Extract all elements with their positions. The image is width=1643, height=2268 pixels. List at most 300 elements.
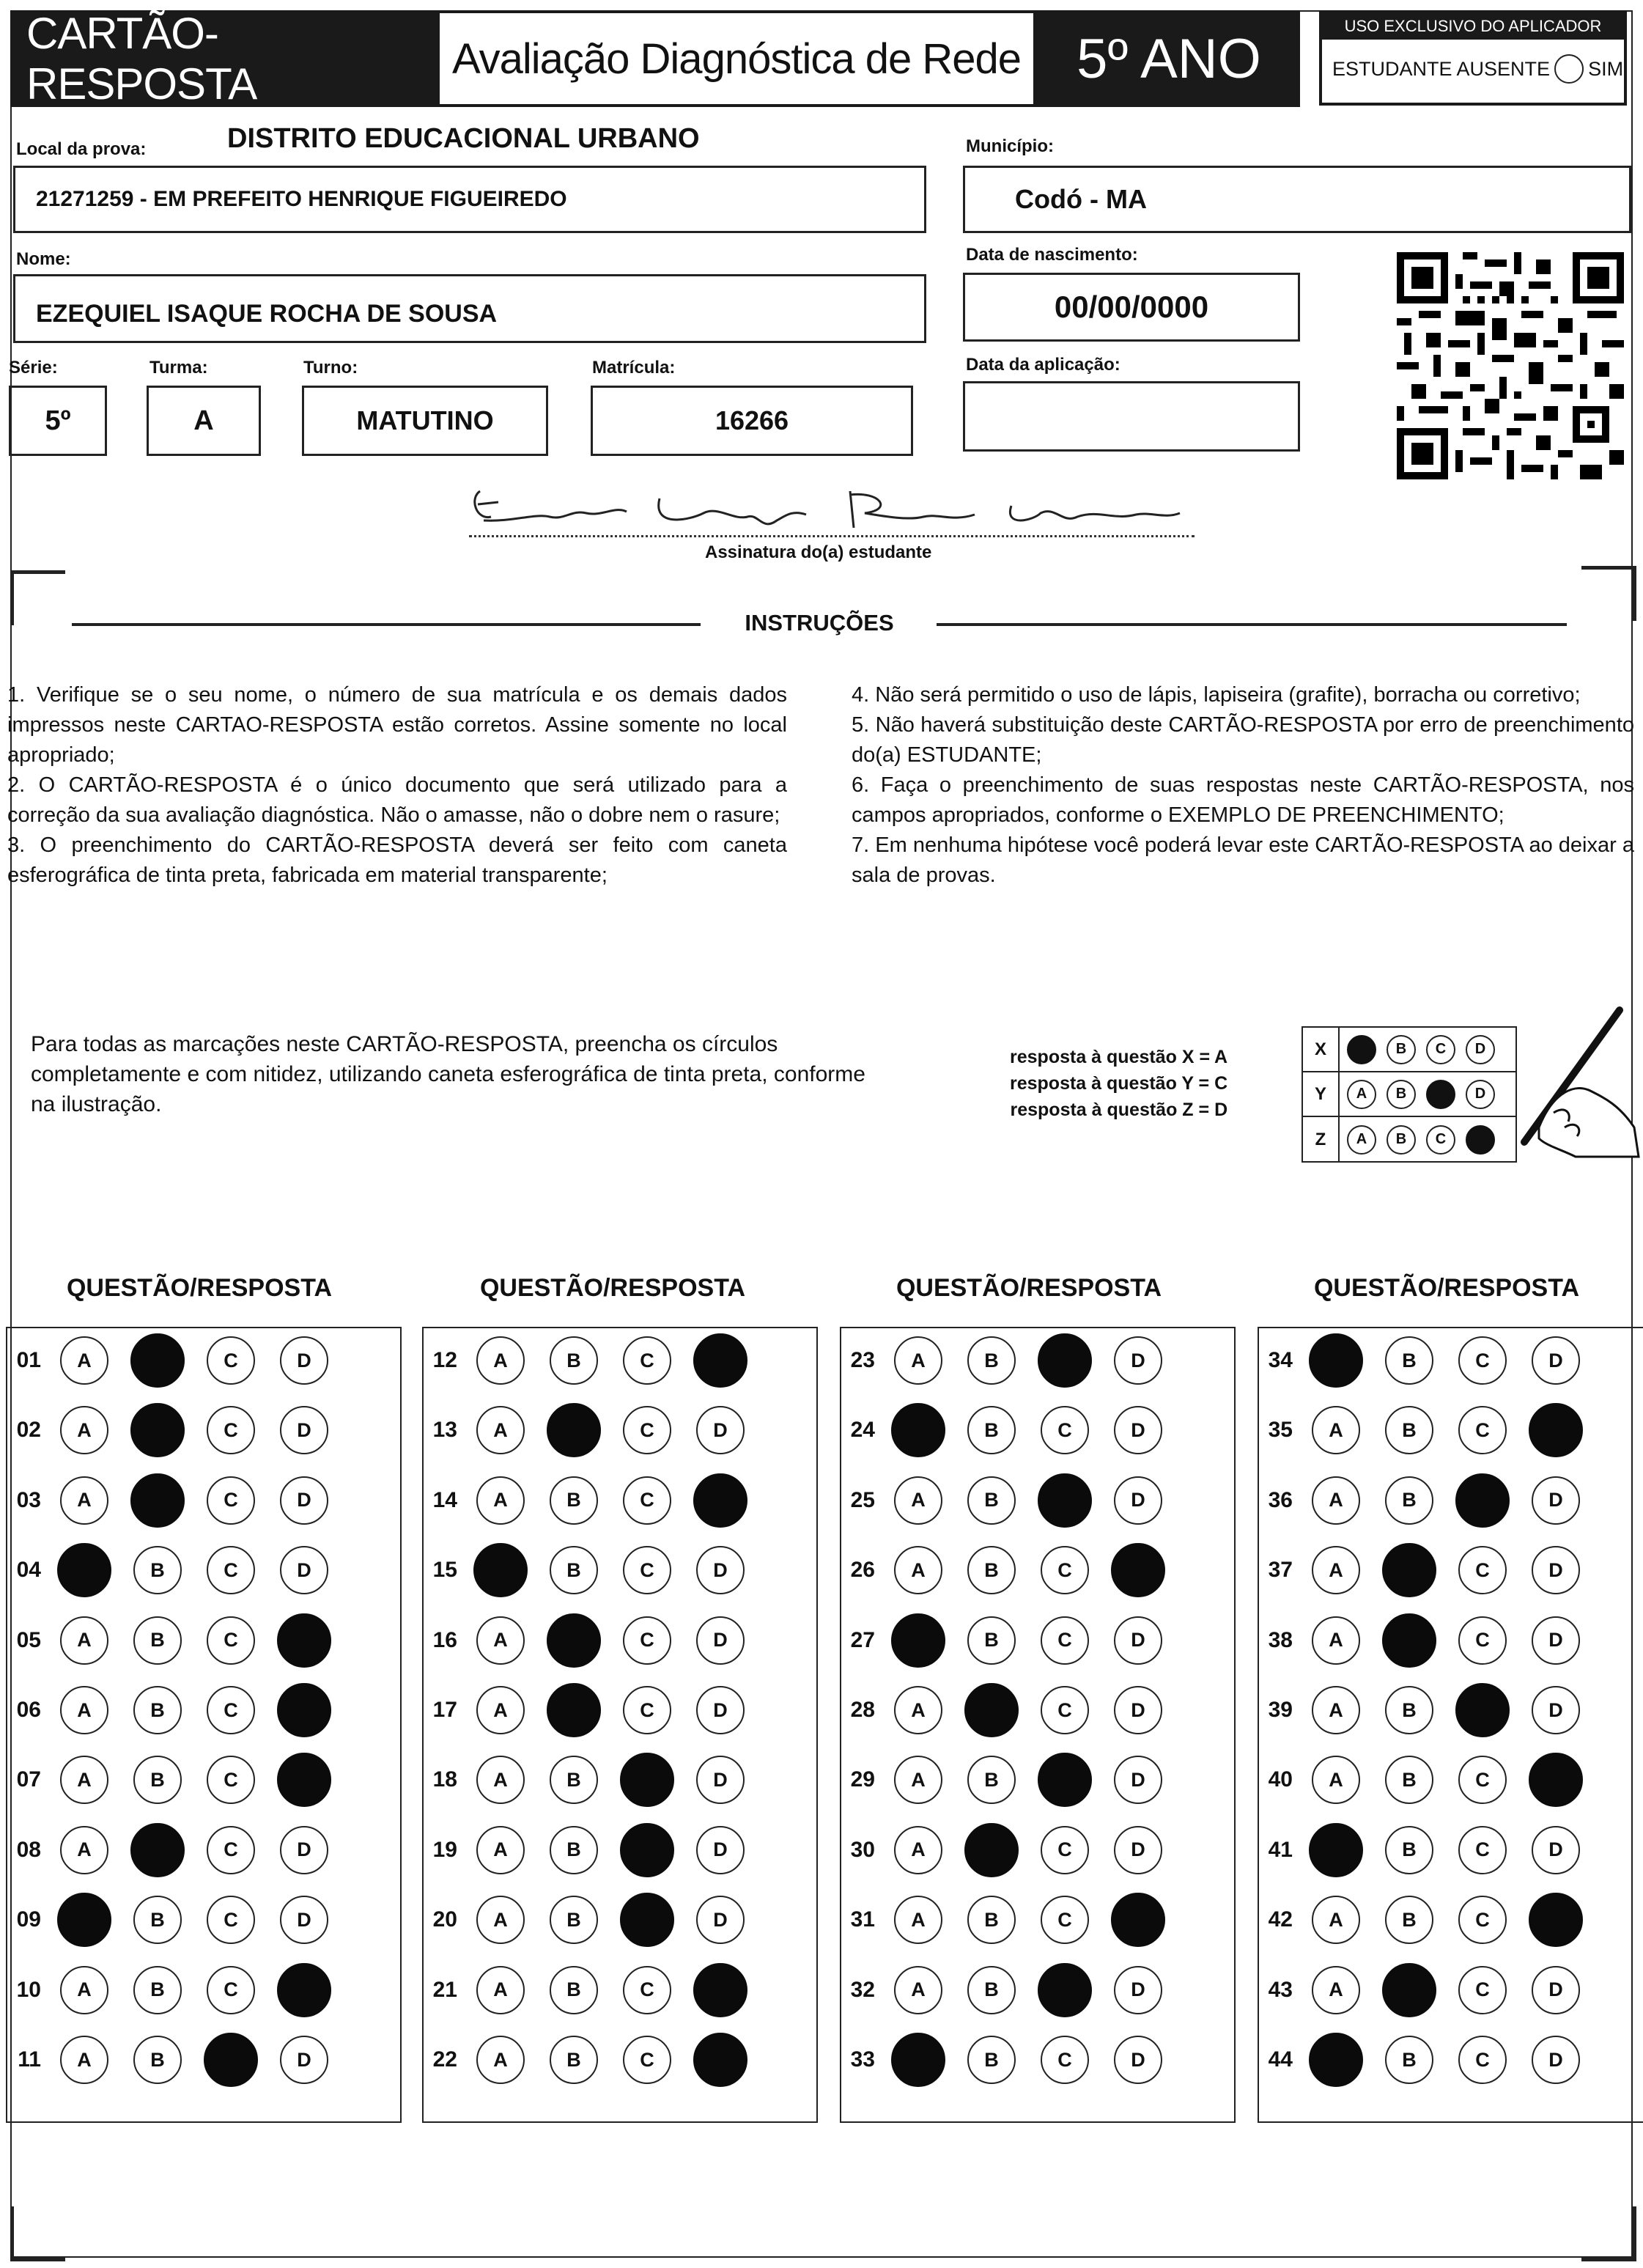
answer-bubble[interactable]: B <box>133 1966 182 2014</box>
answer-bubble[interactable]: D <box>1532 1336 1580 1385</box>
answer-bubble-filled[interactable] <box>891 1613 945 1668</box>
question-number: 24 <box>850 1418 875 1443</box>
answer-bubble[interactable]: A <box>476 1826 525 1874</box>
answer-bubble-filled[interactable] <box>1382 1963 1436 2017</box>
student-signature <box>469 476 1195 542</box>
answer-bubble[interactable]: D <box>1114 1686 1162 1734</box>
answer-bubble-filled[interactable] <box>1309 1823 1363 1877</box>
answer-bubble[interactable]: C <box>1041 1686 1089 1734</box>
answer-bubble[interactable]: A <box>60 1826 108 1874</box>
question-row <box>424 2038 816 2082</box>
answer-bubble[interactable]: C <box>1041 1896 1089 1944</box>
turma-field: A <box>147 386 261 456</box>
question-row <box>7 1898 400 1942</box>
answer-bubble[interactable]: C <box>207 1616 255 1665</box>
answer-bubble[interactable]: D <box>1114 1966 1162 2014</box>
answer-bubble[interactable]: C <box>207 1476 255 1525</box>
answer-bubble[interactable]: B <box>550 2036 598 2084</box>
answer-bubble-filled[interactable] <box>1382 1613 1436 1668</box>
answer-bubble-filled[interactable] <box>693 1963 747 2017</box>
question-row <box>424 1408 816 1452</box>
answer-bubble[interactable]: D <box>1114 2036 1162 2084</box>
question-number: 36 <box>1268 1487 1293 1512</box>
answer-bubble-filled[interactable] <box>130 1333 185 1388</box>
exam-title: Avaliação Diagnóstica de Rede <box>440 13 1033 104</box>
answer-bubble-filled[interactable] <box>1038 1753 1092 1807</box>
answer-bubble[interactable]: A <box>476 1896 525 1944</box>
question-number: 13 <box>432 1418 457 1443</box>
question-row <box>841 1339 1234 1382</box>
answer-bubble[interactable]: C <box>207 1406 255 1454</box>
instruction-item: 5. Não haverá substituição deste CARTÃO-RESPOSTA por erro de preenchimento do(a) ESTUDANTE; <box>852 713 1634 767</box>
answer-bubble[interactable]: A <box>894 1336 942 1385</box>
question-number: 41 <box>1268 1837 1293 1862</box>
example-grid <box>1302 1026 1517 1163</box>
turma-label: Turma: <box>149 358 208 378</box>
column-title: QUESTÃO/RESPOSTA <box>1313 1274 1580 1302</box>
answer-bubble-filled[interactable] <box>1529 1753 1583 1807</box>
answer-bubble-filled[interactable] <box>1529 1893 1583 1947</box>
question-number: 20 <box>432 1907 457 1932</box>
aplicacao-label: Data da aplicação: <box>966 355 1120 375</box>
answer-bubble[interactable]: C <box>623 1966 671 2014</box>
answer-bubble[interactable]: D <box>696 1756 745 1804</box>
answer-bubble[interactable]: B <box>967 1966 1016 2014</box>
answer-bubble[interactable]: C <box>207 1966 255 2014</box>
answer-bubble-filled[interactable] <box>1111 1893 1165 1947</box>
question-row <box>424 1828 816 1872</box>
local-label: Local da prova: <box>16 139 147 159</box>
answer-bubble[interactable]: C <box>207 1896 255 1944</box>
answer-bubble[interactable]: A <box>1312 1966 1360 2014</box>
question-row <box>424 1968 816 2012</box>
question-row <box>841 1758 1234 1802</box>
question-number: 23 <box>850 1348 875 1372</box>
answer-bubble[interactable]: C <box>1458 1826 1507 1874</box>
absent-label: ESTUDANTE AUSENTE <box>1332 57 1551 80</box>
answer-bubble[interactable]: D <box>696 1546 745 1594</box>
instruction-item: 6. Faça o preenchimento de suas respostas neste CARTÃO-RESPOSTA, nos campos apropriados, conforme o EXEMPLO DE PREENCHIMENTO; <box>852 773 1634 827</box>
answer-bubble[interactable]: C <box>1458 1546 1507 1594</box>
answer-bubble-filled[interactable] <box>1038 1333 1092 1388</box>
example-options <box>1340 1080 1495 1109</box>
nascimento-label: Data de nascimento: <box>966 245 1138 265</box>
question-row <box>7 1968 400 2012</box>
answer-bubble[interactable]: D <box>1114 1826 1162 1874</box>
answer-bubble[interactable]: C <box>623 2036 671 2084</box>
example-row-key: Y <box>1303 1072 1340 1116</box>
answer-bubble[interactable]: D <box>1532 1546 1580 1594</box>
answer-bubble[interactable]: D <box>1532 1476 1580 1525</box>
answer-bubble[interactable]: C <box>207 1826 255 1874</box>
answer-bubble-filled[interactable] <box>130 1403 185 1457</box>
question-row <box>1259 1619 1643 1663</box>
answer-bubble[interactable]: C <box>1458 1616 1507 1665</box>
question-row <box>424 1548 816 1592</box>
question-number: 04 <box>16 1558 41 1583</box>
answer-bubble[interactable]: D <box>696 1686 745 1734</box>
answer-bubble[interactable]: C <box>1458 2036 1507 2084</box>
answer-bubble[interactable]: B <box>967 1476 1016 1525</box>
answer-bubble[interactable]: C <box>623 1686 671 1734</box>
answer-bubble[interactable]: A <box>476 1336 525 1385</box>
answer-bubble[interactable]: C <box>1041 1406 1089 1454</box>
answer-bubble[interactable]: A <box>894 1826 942 1874</box>
answer-bubble[interactable]: A <box>476 1616 525 1665</box>
question-row <box>841 1408 1234 1452</box>
answer-bubble[interactable]: A <box>894 1686 942 1734</box>
answer-bubble[interactable]: C <box>207 1546 255 1594</box>
example-bubble: A <box>1347 1125 1376 1155</box>
answer-bubble[interactable]: A <box>60 1756 108 1804</box>
instruction-item: 1. Verifique se o seu nome, o número de sua matrícula e os demais dados impressos neste CARTAO-RESPOSTA estão corretos. Assine somente no local apropriado; <box>7 683 787 767</box>
answer-bubble-filled[interactable] <box>204 2033 258 2087</box>
answer-bubble[interactable]: B <box>133 1756 182 1804</box>
instructions-rule-left <box>72 623 701 626</box>
turno-label: Turno: <box>303 358 358 378</box>
question-number: 22 <box>432 2047 457 2072</box>
example-legend <box>1010 1044 1227 1123</box>
question-number: 18 <box>432 1767 457 1792</box>
question-number: 27 <box>850 1627 875 1652</box>
answer-bubble[interactable]: B <box>133 1896 182 1944</box>
answer-bubble[interactable]: A <box>1312 1406 1360 1454</box>
question-row <box>424 1758 816 1802</box>
answer-column <box>840 1327 1236 2123</box>
nome-label: Nome: <box>16 249 71 269</box>
answer-bubble[interactable]: C <box>1458 1966 1507 2014</box>
answer-bubble-filled[interactable] <box>1309 2033 1363 2087</box>
question-row <box>1259 1758 1643 1802</box>
applicator-label: USO EXCLUSIVO DO APLICADOR <box>1322 13 1624 40</box>
question-number: 44 <box>1268 2047 1293 2072</box>
question-number: 33 <box>850 2047 875 2072</box>
answer-bubble[interactable]: A <box>476 1686 525 1734</box>
answer-bubble-filled[interactable] <box>620 1823 674 1877</box>
example-bubble-filled <box>1466 1125 1495 1155</box>
answer-bubble[interactable]: A <box>60 1966 108 2014</box>
matricula-field: 16266 <box>591 386 913 456</box>
signature-label: Assinatura do(a) estudante <box>705 542 932 562</box>
question-row <box>424 1339 816 1382</box>
answer-bubble[interactable]: D <box>1114 1406 1162 1454</box>
answer-bubble-filled[interactable] <box>620 1893 674 1947</box>
answer-bubble[interactable]: D <box>1532 1966 1580 2014</box>
example-row <box>1303 1072 1515 1117</box>
question-row <box>424 1898 816 1942</box>
answer-bubble[interactable]: A <box>1312 1896 1360 1944</box>
answer-bubble-filled[interactable] <box>1455 1473 1510 1528</box>
question-number: 09 <box>16 1907 41 1932</box>
question-number: 39 <box>1268 1698 1293 1722</box>
answer-bubble[interactable]: B <box>133 2036 182 2084</box>
matricula-label: Matrícula: <box>592 358 676 378</box>
municipio-label: Município: <box>966 136 1054 156</box>
answer-bubble-filled[interactable] <box>1382 1543 1436 1597</box>
answer-bubble-filled[interactable] <box>547 1403 601 1457</box>
question-number: 35 <box>1268 1418 1293 1443</box>
answer-bubble[interactable]: B <box>1385 1686 1433 1734</box>
answer-bubble[interactable]: D <box>696 1616 745 1665</box>
instructions-left <box>7 680 787 891</box>
column-title: QUESTÃO/RESPOSTA <box>896 1274 1162 1302</box>
answer-bubble-filled[interactable] <box>57 1543 111 1597</box>
answer-bubble[interactable]: A <box>1312 1616 1360 1665</box>
answer-bubble[interactable]: C <box>1458 1336 1507 1385</box>
answer-bubble[interactable]: C <box>207 1756 255 1804</box>
answer-bubble[interactable]: A <box>1312 1686 1360 1734</box>
instruction-item: 3. O preenchimento do CARTÃO-RESPOSTA deverá ser feito com caneta esferográfica de tinta preta, fabricada em material transparente; <box>7 833 787 887</box>
fill-instruction-text: Para todas as marcações neste CARTÃO-RESPOSTA, preencha os círculos completamente e com nitidez, utilizando caneta esferográfica de tinta preta, conforme na ilustração. <box>31 1032 865 1116</box>
answer-bubble[interactable]: D <box>696 1896 745 1944</box>
answer-bubble[interactable]: A <box>476 1756 525 1804</box>
answer-bubble[interactable]: D <box>1114 1616 1162 1665</box>
answer-column <box>422 1327 818 2123</box>
answer-bubble[interactable]: A <box>60 1406 108 1454</box>
answer-bubble-filled[interactable] <box>130 1473 185 1528</box>
answer-bubble[interactable]: D <box>1532 1616 1580 1665</box>
answer-bubble-filled[interactable] <box>130 1823 185 1877</box>
answer-bubble[interactable]: B <box>550 1546 598 1594</box>
answer-bubble[interactable]: B <box>1385 1406 1433 1454</box>
answer-bubble-filled[interactable] <box>1309 1333 1363 1388</box>
answer-bubble[interactable]: C <box>623 1336 671 1385</box>
question-number: 21 <box>432 1977 457 2002</box>
question-row <box>1259 1898 1643 1942</box>
answer-bubble[interactable]: A <box>60 1336 108 1385</box>
instruction-item: 4. Não será permitido o uso de lápis, lapiseira (grafite), borracha ou corretivo; <box>852 683 1581 707</box>
answer-bubble[interactable]: B <box>550 1826 598 1874</box>
card-label: CARTÃO-RESPOSTA <box>26 9 257 108</box>
question-row <box>7 1828 400 1872</box>
answer-bubble[interactable]: B <box>967 1336 1016 1385</box>
question-row <box>1259 1828 1643 1872</box>
answer-bubble-filled[interactable] <box>964 1683 1019 1737</box>
answer-bubble[interactable]: C <box>623 1406 671 1454</box>
answer-bubble-filled[interactable] <box>1111 1543 1165 1597</box>
answer-bubble[interactable]: B <box>967 1756 1016 1804</box>
answer-bubble-filled[interactable] <box>547 1683 601 1737</box>
answer-bubble-filled[interactable] <box>891 2033 945 2087</box>
question-number: 15 <box>432 1558 457 1583</box>
answer-bubble-filled[interactable] <box>891 1403 945 1457</box>
nome-field: EZEQUIEL ISAQUE ROCHA DE SOUSA <box>13 274 926 343</box>
answer-bubble-filled[interactable] <box>1038 1473 1092 1528</box>
question-number: 11 <box>18 2047 41 2072</box>
example-bubble: B <box>1387 1125 1416 1155</box>
answer-bubble[interactable]: C <box>1041 1826 1089 1874</box>
answer-bubble[interactable]: A <box>476 1476 525 1525</box>
answer-bubble[interactable]: B <box>550 1966 598 2014</box>
answer-bubble[interactable]: A <box>60 1476 108 1525</box>
answer-bubble[interactable]: D <box>696 1826 745 1874</box>
question-row <box>841 1548 1234 1592</box>
example-bubble-filled <box>1347 1035 1376 1064</box>
example-row <box>1303 1028 1515 1072</box>
answer-bubble[interactable]: C <box>1041 1616 1089 1665</box>
answer-bubble-filled[interactable] <box>547 1613 601 1668</box>
question-number: 16 <box>432 1627 457 1652</box>
question-number: 26 <box>850 1558 875 1583</box>
question-row <box>841 1619 1234 1663</box>
answer-bubble[interactable]: C <box>1041 1546 1089 1594</box>
answer-bubble[interactable]: B <box>967 1546 1016 1594</box>
answer-bubble[interactable]: C <box>1458 1406 1507 1454</box>
answer-bubble[interactable]: A <box>894 1966 942 2014</box>
answer-bubble[interactable]: B <box>550 1336 598 1385</box>
answer-bubble[interactable]: A <box>476 1406 525 1454</box>
corner-mark-top-left <box>10 570 65 625</box>
question-row <box>1259 1408 1643 1452</box>
answer-bubble-filled[interactable] <box>1038 1963 1092 2017</box>
question-number: 14 <box>432 1487 457 1512</box>
turno-field: MATUTINO <box>302 386 548 456</box>
answer-bubble[interactable]: D <box>1532 2036 1580 2084</box>
answer-bubble[interactable]: D <box>280 2036 328 2084</box>
answer-bubble[interactable]: D <box>696 1406 745 1454</box>
answer-bubble[interactable]: D <box>280 1476 328 1525</box>
corner-mark-top-right <box>1581 566 1636 621</box>
answer-bubble[interactable]: B <box>550 1896 598 1944</box>
answer-bubble-filled[interactable] <box>1455 1683 1510 1737</box>
answer-bubble[interactable]: C <box>623 1476 671 1525</box>
question-row <box>841 1688 1234 1732</box>
question-number: 31 <box>850 1907 875 1932</box>
question-row <box>424 1619 816 1663</box>
answer-bubble[interactable]: B <box>1385 1896 1433 1944</box>
answer-bubble[interactable]: C <box>1458 1896 1507 1944</box>
answer-bubble[interactable]: D <box>280 1546 328 1594</box>
instructions-rule-right <box>937 623 1567 626</box>
answer-column <box>1258 1327 1643 2123</box>
corner-mark-bottom-left <box>10 2206 65 2261</box>
answer-bubble-filled[interactable] <box>693 1473 747 1528</box>
answer-bubble[interactable]: A <box>894 1546 942 1594</box>
answer-bubble[interactable]: B <box>967 1896 1016 1944</box>
question-row <box>7 1758 400 1802</box>
column-title: QUESTÃO/RESPOSTA <box>66 1274 333 1302</box>
answer-bubble[interactable]: D <box>280 1826 328 1874</box>
answer-bubble[interactable]: A <box>1312 1476 1360 1525</box>
question-row <box>841 1968 1234 2012</box>
answer-bubble[interactable]: B <box>550 1756 598 1804</box>
nascimento-field: 00/00/0000 <box>963 273 1300 342</box>
example-legend-item: resposta à questão Z = D <box>1010 1100 1228 1120</box>
question-row <box>7 1548 400 1592</box>
grade-label: 5º ANO <box>1077 27 1261 90</box>
answer-bubble-filled[interactable] <box>277 1613 331 1668</box>
answer-bubble[interactable]: B <box>133 1686 182 1734</box>
answer-bubble-filled[interactable] <box>277 1753 331 1807</box>
question-row <box>1259 2038 1643 2082</box>
answer-bubble-filled[interactable] <box>277 1963 331 2017</box>
answer-bubble[interactable]: B <box>1385 1826 1433 1874</box>
question-row <box>7 1688 400 1732</box>
answer-bubble-filled[interactable] <box>57 1893 111 1947</box>
answer-bubble[interactable]: A <box>894 1476 942 1525</box>
question-row <box>424 1688 816 1732</box>
answer-bubble[interactable]: A <box>60 2036 108 2084</box>
question-row <box>841 1479 1234 1523</box>
answer-bubble[interactable]: C <box>207 1686 255 1734</box>
answer-bubble[interactable]: B <box>550 1476 598 1525</box>
answer-bubble[interactable]: C <box>1458 1756 1507 1804</box>
answer-bubble-filled[interactable] <box>620 1753 674 1807</box>
answer-bubble[interactable]: D <box>1532 1826 1580 1874</box>
answer-bubble[interactable]: C <box>623 1546 671 1594</box>
answer-bubble-filled[interactable] <box>693 1333 747 1388</box>
hand-with-pen-icon <box>1495 1003 1642 1164</box>
example-bubble: D <box>1466 1080 1495 1109</box>
answer-bubble-filled[interactable] <box>964 1823 1019 1877</box>
answer-bubble[interactable]: D <box>1532 1686 1580 1734</box>
serie-label: Série: <box>9 358 58 378</box>
answer-bubble[interactable]: A <box>60 1686 108 1734</box>
instructions-title: INSTRUÇÕES <box>745 610 894 636</box>
answer-bubble[interactable]: A <box>476 1966 525 2014</box>
answer-bubble[interactable]: D <box>1114 1756 1162 1804</box>
answer-bubble[interactable]: B <box>967 2036 1016 2084</box>
example-legend-item: resposta à questão X = A <box>1010 1047 1228 1067</box>
question-row <box>7 1479 400 1523</box>
question-number: 05 <box>16 1627 41 1652</box>
answer-bubble[interactable]: C <box>207 1336 255 1385</box>
answer-bubble[interactable]: D <box>280 1406 328 1454</box>
answer-bubble[interactable]: B <box>1385 1756 1433 1804</box>
answer-bubble[interactable]: A <box>476 2036 525 2084</box>
answer-bubble[interactable]: B <box>1385 1476 1433 1525</box>
answer-bubble[interactable]: D <box>280 1896 328 1944</box>
answer-bubble[interactable]: D <box>280 1336 328 1385</box>
example-options <box>1340 1035 1495 1064</box>
example-bubble: B <box>1387 1080 1416 1109</box>
question-number: 40 <box>1268 1767 1293 1792</box>
answer-bubble[interactable]: A <box>894 1896 942 1944</box>
question-number: 10 <box>16 1977 41 2002</box>
answer-bubble[interactable]: D <box>1114 1476 1162 1525</box>
answer-bubble[interactable]: A <box>1312 1546 1360 1594</box>
answer-bubble[interactable]: D <box>1114 1336 1162 1385</box>
corner-mark-bottom-right <box>1581 2206 1636 2261</box>
answer-bubble[interactable]: B <box>133 1546 182 1594</box>
answer-bubble[interactable]: C <box>623 1616 671 1665</box>
example-bubble: A <box>1347 1080 1376 1109</box>
answer-bubble[interactable]: B <box>133 1616 182 1665</box>
question-number: 01 <box>16 1348 41 1372</box>
answer-bubble[interactable]: B <box>967 1616 1016 1665</box>
absent-checkbox[interactable] <box>1554 54 1584 84</box>
question-number: 38 <box>1268 1627 1293 1652</box>
answer-bubble-filled[interactable] <box>1529 1403 1583 1457</box>
answer-bubble[interactable]: B <box>1385 1336 1433 1385</box>
question-number: 43 <box>1268 1977 1293 2002</box>
qr-code-icon <box>1397 252 1624 479</box>
question-number: 06 <box>16 1698 41 1722</box>
answer-bubble-filled[interactable] <box>277 1683 331 1737</box>
answer-bubble[interactable]: A <box>60 1616 108 1665</box>
answer-bubble[interactable]: A <box>1312 1756 1360 1804</box>
question-number: 34 <box>1268 1348 1293 1372</box>
answer-bubble[interactable]: C <box>1041 2036 1089 2084</box>
answer-bubble[interactable]: B <box>967 1406 1016 1454</box>
example-bubble-filled <box>1426 1080 1455 1109</box>
example-legend-item: resposta à questão Y = C <box>1010 1073 1228 1094</box>
answer-bubble-filled[interactable] <box>693 2033 747 2087</box>
answer-bubble-filled[interactable] <box>473 1543 528 1597</box>
answer-bubble[interactable]: B <box>1385 2036 1433 2084</box>
question-row <box>7 1408 400 1452</box>
answer-bubble[interactable]: A <box>894 1756 942 1804</box>
